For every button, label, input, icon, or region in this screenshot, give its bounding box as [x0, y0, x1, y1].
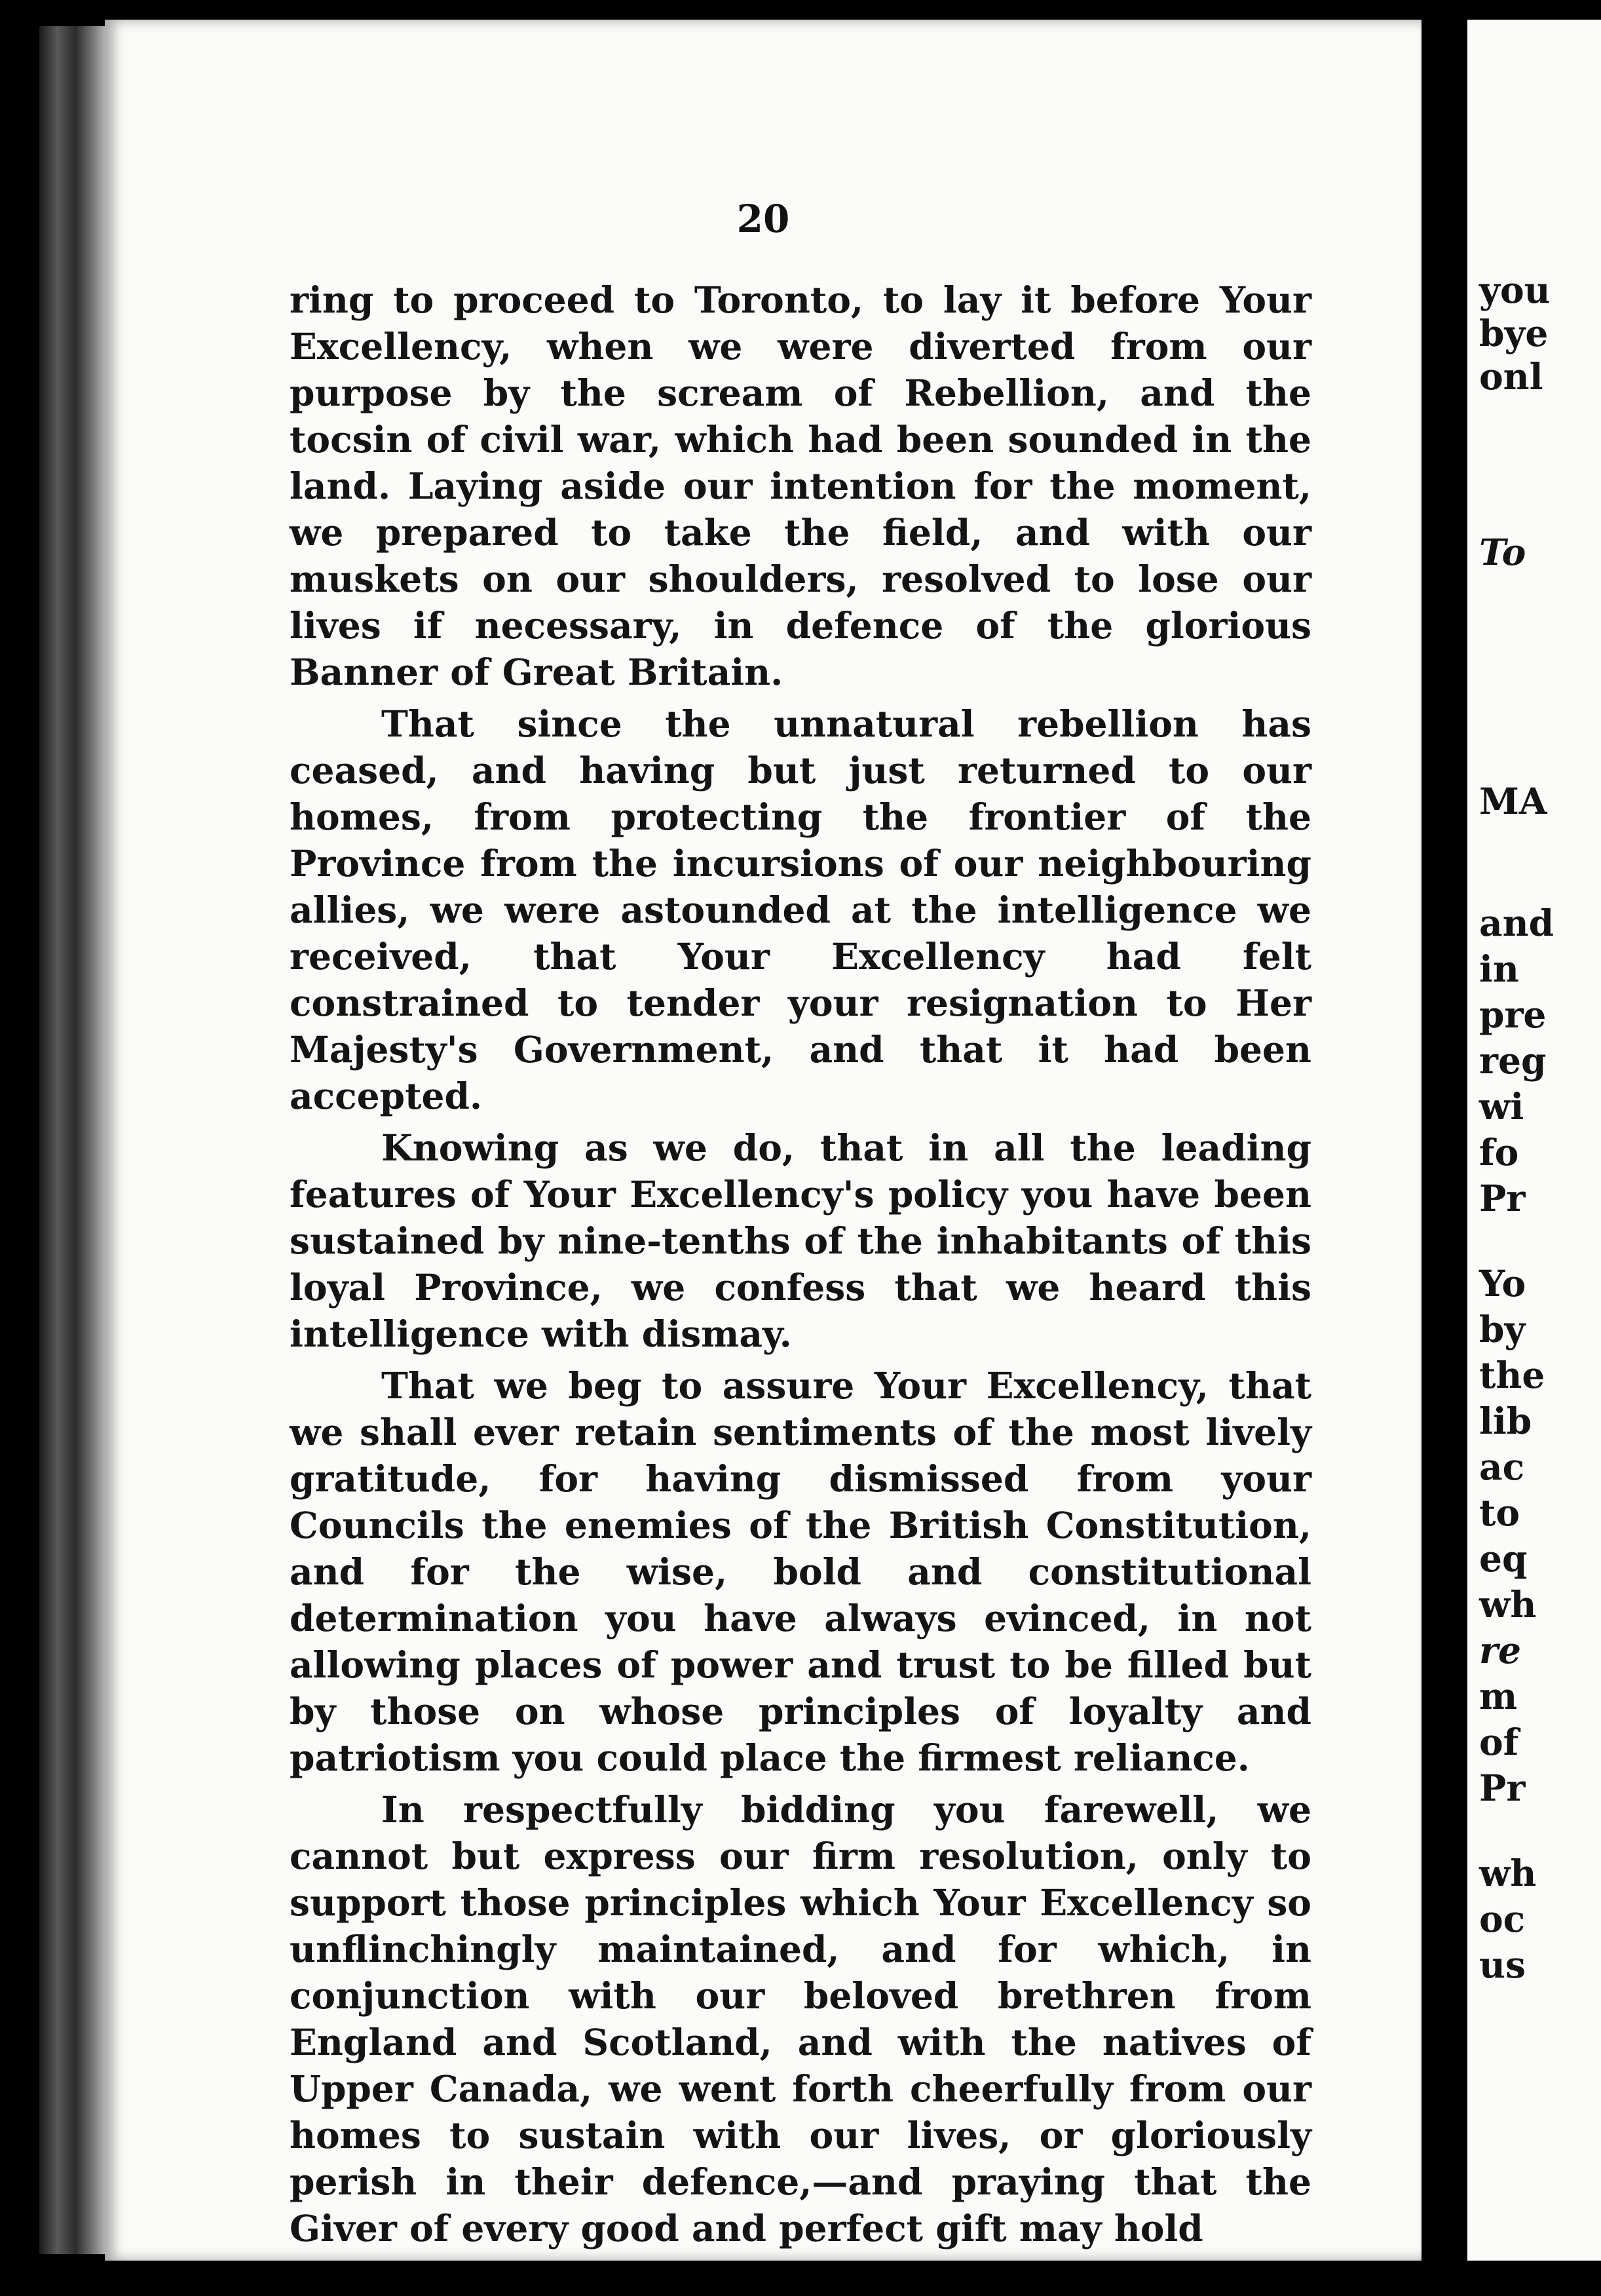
fragment-line: us	[1479, 1943, 1526, 1986]
book-page	[105, 20, 1422, 2261]
fragment-line: re	[1479, 1629, 1521, 1672]
paragraph-4: That we beg to assure Your Excellency, that we shall ever retain sentiments of the most lively gratitude, for having dismissed from your Councils the enemies of the British Constitution, and for the wise, bold and constitutional determination you have always evinced, in not allowing places of power and trust to be filled but by those on whose principles of loyalty and patriotism you could place the firmest reliance.	[290, 1364, 1311, 1779]
fragment-line: Yo	[1479, 1262, 1526, 1305]
paragraph-3: Knowing as we do, that in all the leading features of Your Excellency's policy you have been sustained by nine-tenths of the inhabitants of this loyal Province, we confess that we heard this intelligence with dismay.	[290, 1126, 1311, 1355]
fragment-line: fo	[1479, 1131, 1519, 1174]
fragment-line: bye	[1479, 312, 1549, 354]
fragment-line: you	[1479, 269, 1551, 311]
fragment-line: of	[1479, 1721, 1519, 1763]
fragment-line: To	[1479, 531, 1526, 573]
fragment-line: to	[1479, 1491, 1520, 1534]
fragment-line: Pr	[1479, 1177, 1526, 1219]
fragment-line: m	[1479, 1675, 1518, 1717]
fragment-line: onl	[1479, 355, 1543, 398]
fragment-line: lib	[1479, 1400, 1532, 1442]
fragment-line: in	[1479, 947, 1519, 990]
page-number: 20	[736, 197, 790, 241]
book-spine-edge	[39, 26, 111, 2254]
fragment-line: wh	[1479, 1852, 1537, 1894]
fragment-line: ac	[1479, 1445, 1525, 1488]
fragment-line: the	[1479, 1354, 1545, 1396]
adjacent-page-edge	[1467, 20, 1601, 2261]
fragment-line: and	[1479, 902, 1554, 944]
fragment-line: Pr	[1479, 1767, 1526, 1809]
fragment-line: reg	[1479, 1039, 1547, 1082]
fragment-line: by	[1479, 1308, 1526, 1350]
fragment-line: oc	[1479, 1898, 1526, 1940]
page-gutter	[1422, 0, 1467, 2296]
page-body-text	[290, 277, 1311, 2257]
fragment-line: wi	[1479, 1085, 1524, 1128]
fragment-line: eq	[1479, 1537, 1528, 1580]
fragment-line: MA	[1479, 780, 1547, 822]
paragraph-1: ring to proceed to Toronto, to lay it before Your Excellency, when we were diverted from our purpose by the scream of Rebellion, and the tocsin of civil war, which had been sounded in the land. Laying aside our intention for the moment, we prepared to take the field, and with our muskets on our shoulders, resolved to lose our lives if necessary, in defence of the glorious Banner of Great Britain.	[290, 278, 1311, 693]
paragraph-2: That since the unnatural rebellion has ceased, and having but just returned to our homes, from protecting the frontier of the Province from the incursions of our neighbouring allies, we were astounded at the intelligence we received, that Your Excellency had felt constrained to tender your resignation to Her Majesty's Government, and that it had been accepted.	[290, 702, 1311, 1117]
fragment-line: pre	[1479, 993, 1547, 1036]
paragraph-5: In respectfully bidding you farewell, we cannot but express our firm resolution, only to support those principles which Your Excellency so unflinchingly maintained, and for which, in conjunction with our beloved brethren from England and Scotland, and with the natives of Upper Canada, we went forth cheerfully from our homes to sustain with our lives, or gloriously perish in their defence,—and praying that the Giver of every good and perfect gift may hold	[290, 1788, 1311, 2249]
fragment-line: wh	[1479, 1583, 1537, 1626]
